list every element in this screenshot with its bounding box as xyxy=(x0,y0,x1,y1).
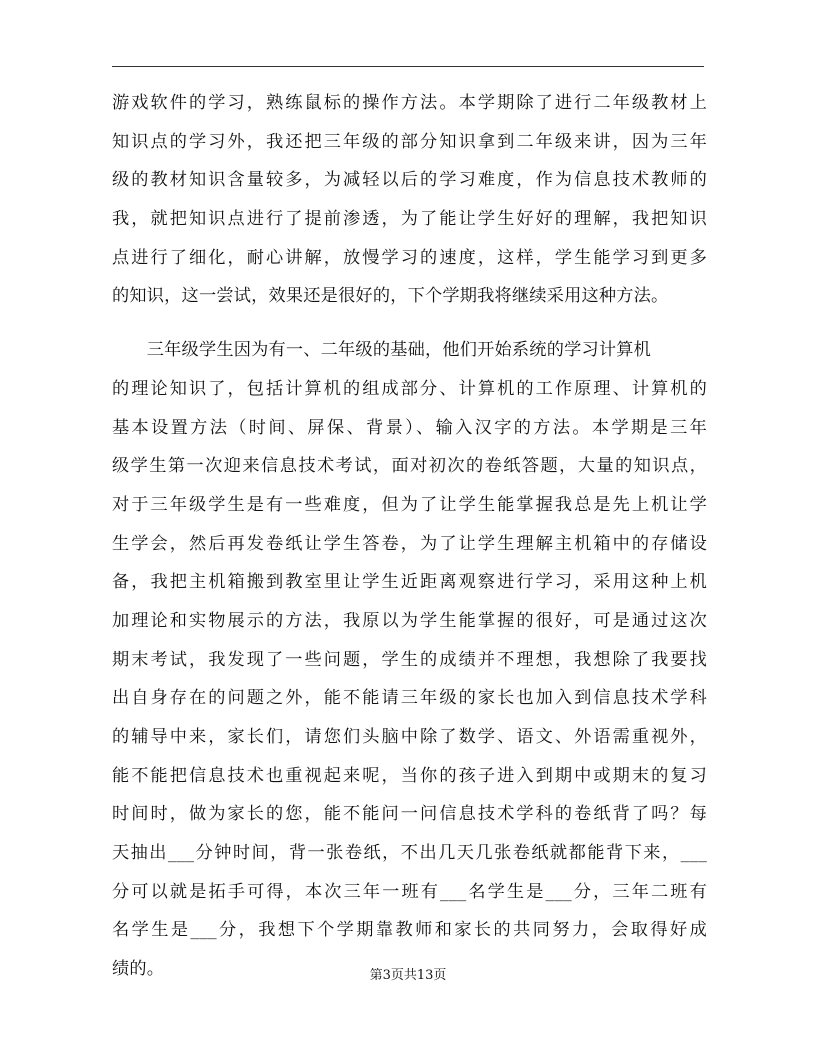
paragraph-2 xyxy=(112,331,707,989)
text-line: 名学生是___分，我想下个学期靠教师和家长的共同努力，会取得好成 xyxy=(112,920,707,941)
paragraph-1 xyxy=(112,84,707,316)
text-line: 的理论知识了，包括计算机的组成部分、计算机的工作原理、计算机的 xyxy=(112,378,707,399)
text-line: 能不能把信息技术也重视起来呢，当你的孩子进入到期中或期末的复习 xyxy=(112,765,707,786)
document-body xyxy=(112,84,707,989)
text-line: 出自身存在的问题之外，能不能请三年级的家长也加入到信息技术学科 xyxy=(112,688,707,709)
text-line: 备，我把主机箱搬到教室里让学生近距离观察进行学习，采用这种上机 xyxy=(112,572,707,593)
page-number: 第3页共13页 xyxy=(369,968,447,983)
text-line: 加理论和实物展示的方法，我原以为学生能掌握的很好，可是通过这次 xyxy=(112,610,707,631)
text-line: 的辅导中来，家长们，请您们头脑中除了数学、语文、外语需重视外， xyxy=(112,727,707,747)
text-line: 对于三年级学生是有一些难度，但为了让学生能掌握我总是先上机让学 xyxy=(112,494,707,515)
text-line: 的知识，这一尝试，效果还是很好的，下个学期我将继续采用这种方法。 xyxy=(112,286,669,307)
text-line: 我，就把知识点进行了提前渗透，为了能让学生好好的理解，我把知识 xyxy=(112,209,707,230)
text-line: 游戏软件的学习，熟练鼠标的操作方法。本学期除了进行二年级教材上 xyxy=(112,93,707,113)
text-line: 知识点的学习外，我还把三年级的部分知识拿到二年级来讲，因为三年 xyxy=(112,131,707,152)
text-line: 基本设置方法（时间、屏保、背景）、输入汉字的方法。本学期是三年 xyxy=(112,417,707,438)
text-line: 点进行了细化，耐心讲解，放慢学习的速度，这样，学生能学习到更多 xyxy=(112,247,707,268)
text-line: 期末考试，我发现了一些问题，学生的成绩并不理想，我想除了我要找 xyxy=(112,649,707,670)
text-line: 时间时，做为家长的您，能不能问一问信息技术学科的卷纸背了吗？每 xyxy=(112,804,707,825)
text-line: 生学会，然后再发卷纸让学生答卷，为了让学生理解主机箱中的存储设 xyxy=(112,533,707,554)
header-rule xyxy=(112,66,704,67)
text-line: 级的教材知识含量较多，为减轻以后的学习难度，作为信息技术教师的 xyxy=(112,170,707,191)
text-line: 绩的。 xyxy=(112,959,165,980)
text-line: 三年级学生因为有一、二年级的基础，他们开始系统的学习计算机 xyxy=(112,340,652,361)
text-line: 天抽出___分钟时间，背一张卷纸，不出几天几张卷纸就都能背下来，___ xyxy=(112,843,707,864)
paragraph-gap xyxy=(112,316,707,331)
text-line: 级学生第一次迎来信息技术考试，面对初次的卷纸答题，大量的知识点， xyxy=(112,456,707,477)
text-line: 分可以就是拓手可得，本次三年一班有___名学生是___分，三年二班有 xyxy=(112,881,707,902)
